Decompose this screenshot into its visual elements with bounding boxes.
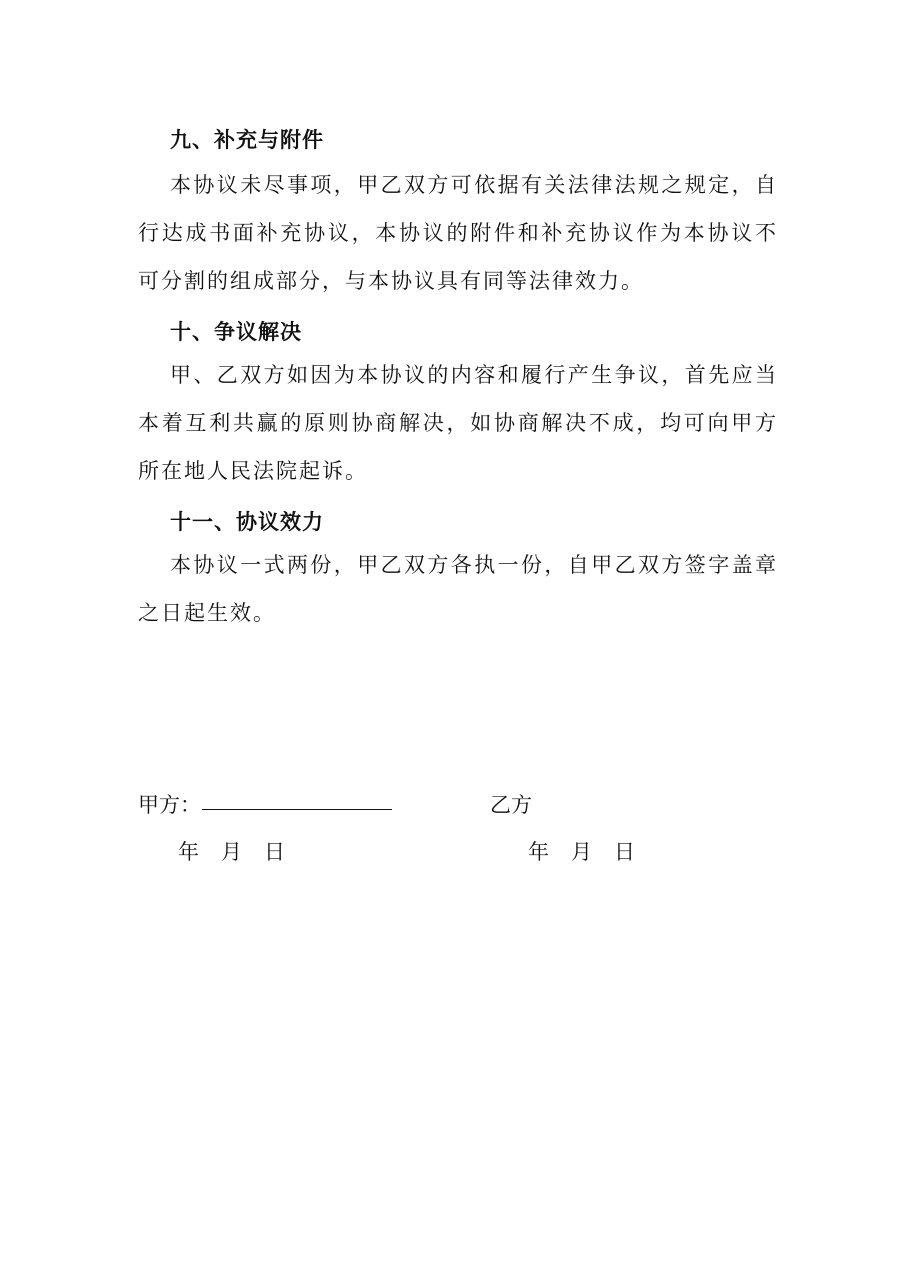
party-b-date bbox=[528, 836, 635, 866]
section-heading-supplement: 九、补充与附件 bbox=[170, 128, 324, 152]
party-a-label: 甲方： bbox=[138, 793, 201, 817]
party-b-label: 乙方 bbox=[490, 793, 532, 817]
date-year: 年 bbox=[528, 840, 549, 864]
section-paragraph-dispute: 甲、乙双方如因为本协议的内容和履行产生争议，首先应当本着互利共赢的原则协商解决，如协商解决不成，均可向甲方所在地人民法院起诉。 bbox=[138, 363, 778, 483]
date-day: 日 bbox=[614, 840, 635, 864]
section-heading-dispute: 十、争议解决 bbox=[170, 320, 302, 344]
party-a-signature-line bbox=[202, 809, 392, 810]
section-heading-effect: 十一、协议效力 bbox=[170, 510, 324, 534]
date-month: 月 bbox=[571, 840, 592, 864]
date-year: 年 bbox=[178, 840, 199, 864]
section-paragraph-supplement: 本协议未尽事项，甲乙双方可依据有关法律法规之规定，自行达成书面补充协议，本协议的附件和补充协议作为本协议不可分割的组成部分，与本协议具有同等法律效力。 bbox=[138, 173, 778, 293]
date-day: 日 bbox=[264, 840, 285, 864]
date-month: 月 bbox=[221, 840, 242, 864]
section-paragraph-effect: 本协议一式两份，甲乙双方各执一份，自甲乙双方签字盖章之日起生效。 bbox=[138, 553, 778, 625]
party-a-date bbox=[178, 836, 285, 866]
